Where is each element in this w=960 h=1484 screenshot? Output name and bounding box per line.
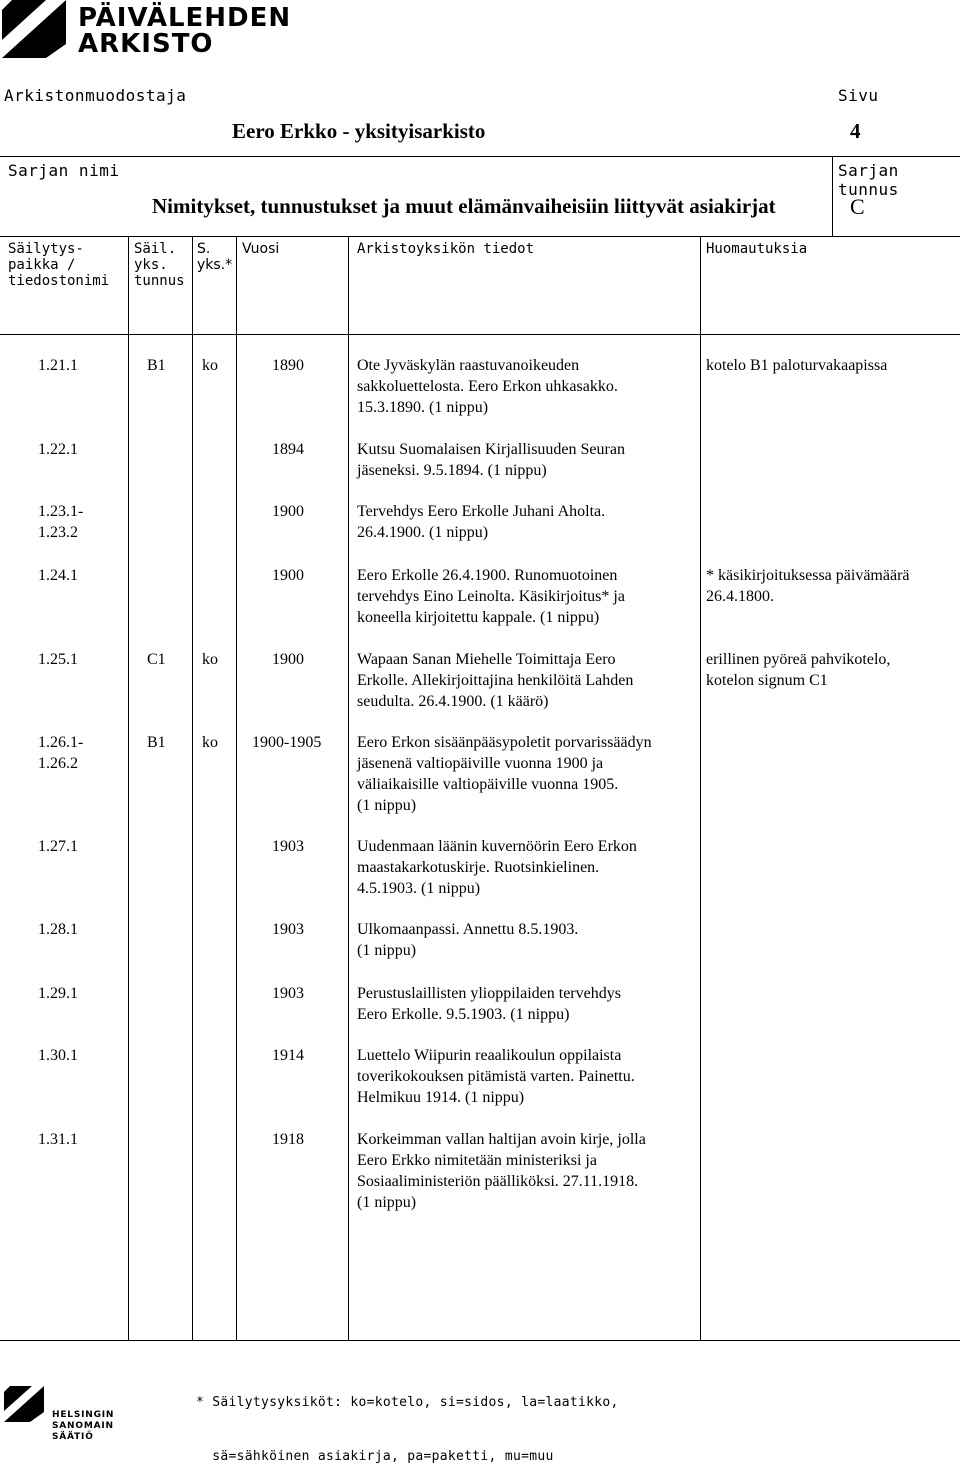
foundation-name-line-3: SÄÄTIÖ bbox=[52, 1432, 94, 1442]
cell-location: 1.28.1 bbox=[38, 921, 78, 938]
cell-remarks: erillinen pyöreä pahvikotelo, kotelon signum C1 bbox=[706, 651, 891, 689]
cell-unit-id: B1 bbox=[147, 734, 166, 751]
cell-location: 1.29.1 bbox=[38, 985, 78, 1002]
cell-unit-type: ko bbox=[202, 357, 218, 374]
footnote bbox=[196, 1358, 619, 1484]
col-divider-4 bbox=[348, 236, 349, 334]
cell-unit-id: B1 bbox=[147, 357, 166, 374]
cell-remarks: kotelo B1 paloturvakaapissa bbox=[706, 357, 888, 374]
col-divider-1 bbox=[128, 236, 129, 334]
cell-location: 1.21.1 bbox=[38, 357, 78, 374]
foundation-name-line-1: HELSINGIN bbox=[52, 1410, 115, 1420]
cell-year: 1903 bbox=[272, 838, 304, 855]
logo-line-1: PÄIVÄLEHDEN bbox=[78, 3, 292, 33]
cell-year: 1900-1905 bbox=[252, 734, 322, 751]
logo-line-2: ARKISTO bbox=[78, 29, 214, 59]
cell-details: Ulkomaanpassi. Annettu 8.5.1903. (1 nippu) bbox=[357, 921, 579, 959]
body-divider-2 bbox=[192, 334, 193, 1340]
col-divider-3 bbox=[236, 236, 237, 334]
col-header-remarks: Huomautuksia bbox=[706, 241, 808, 257]
series-divider bbox=[832, 156, 833, 236]
cell-details: Luettelo Wiipurin reaalikoulun oppilaista toverikokouksen pitämistä varten. Painettu. Helmikuu 1914. (1 nippu) bbox=[357, 1047, 635, 1106]
body-divider-3 bbox=[236, 334, 237, 1340]
cell-year: 1894 bbox=[272, 441, 304, 458]
cell-year: 1914 bbox=[272, 1047, 304, 1064]
archive-logo bbox=[0, 0, 292, 60]
page-label: Sivu bbox=[838, 86, 879, 105]
cell-year: 1900 bbox=[272, 567, 304, 584]
col-header-year: Vuosi bbox=[242, 241, 280, 257]
cell-remarks: * käsikirjoituksessa päivämäärä 26.4.1800. bbox=[706, 567, 910, 605]
cell-year: 1900 bbox=[272, 651, 304, 668]
footnote-line-1: * Säilytysyksiköt: ko=kotelo, si=sidos, la=laatikko, bbox=[196, 1395, 619, 1410]
cell-year: 1900 bbox=[272, 503, 304, 520]
foundation-name-line-2: SANOMAIN bbox=[52, 1421, 114, 1431]
col-header-details: Arkistoyksikön tiedot bbox=[357, 241, 535, 257]
archive-title: Eero Erkko - yksityisarkisto bbox=[232, 119, 486, 143]
cell-location: 1.24.1 bbox=[38, 567, 78, 584]
cell-location: 1.27.1 bbox=[38, 838, 78, 855]
cell-year: 1903 bbox=[272, 921, 304, 938]
cell-location: 1.25.1 bbox=[38, 651, 78, 668]
header-rule-middle bbox=[0, 236, 960, 237]
header-rule-bottom bbox=[0, 334, 960, 335]
cell-details: Eero Erkon sisäänpääsypoletit porvarissäädyn jäsenenä valtiopäiville vuonna 1900 ja väliaikaisille valtiopäiville vuonna 1905. (1 nippu) bbox=[357, 734, 652, 814]
cell-unit-id: C1 bbox=[147, 651, 166, 668]
archive-logo-mark-icon bbox=[2, 0, 66, 58]
cell-location: 1.30.1 bbox=[38, 1047, 78, 1064]
series-id-label: Sarjan tunnus bbox=[838, 161, 899, 199]
cell-details: Perustuslaillisten ylioppilaiden tervehdys Eero Erkolle. 9.5.1903. (1 nippu) bbox=[357, 985, 621, 1023]
cell-location: 1.26.1- 1.26.2 bbox=[38, 734, 84, 772]
cell-year: 1918 bbox=[272, 1131, 304, 1148]
col-divider-2 bbox=[192, 236, 193, 334]
series-title: Nimitykset, tunnustukset ja muut elämänvaiheisiin liittyvät asiakirjat bbox=[152, 194, 776, 218]
series-name-label: Sarjan nimi bbox=[8, 161, 120, 180]
cell-location: 1.23.1- 1.23.2 bbox=[38, 503, 84, 541]
cell-unit-type: ko bbox=[202, 734, 218, 751]
cell-details: Uudenmaan läänin kuvernöörin Eero Erkon maastakarkotuskirje. Ruotsinkielinen. 4.5.1903. (1 nippu) bbox=[357, 838, 637, 897]
series-id: C bbox=[850, 194, 865, 219]
cell-details: Wapaan Sanan Miehelle Toimittaja Eero Erkolle. Allekirjoittajina henkilöitä Lahden seudulta. 26.4.1900. (1 käärö) bbox=[357, 651, 634, 710]
foundation-logo bbox=[4, 1378, 154, 1442]
header-rule-top bbox=[0, 156, 960, 157]
cell-details: Tervehdys Eero Erkolle Juhani Aholta. 26.4.1900. (1 nippu) bbox=[357, 503, 606, 541]
body-divider-5 bbox=[700, 334, 701, 1340]
page-number: 4 bbox=[850, 119, 861, 143]
body-divider-1 bbox=[128, 334, 129, 1340]
cell-details: Ote Jyväskylän raastuvanoikeuden sakkoluettelosta. Eero Erkon uhkasakko. 15.3.1890. (1 nippu) bbox=[357, 357, 618, 416]
col-header-location: Säilytys- paikka / tiedostonimi bbox=[8, 241, 110, 289]
foundation-logo-mark-icon bbox=[4, 1386, 44, 1422]
col-header-unit-type: S. yks.* bbox=[197, 241, 233, 273]
producer-label: Arkistonmuodostaja bbox=[4, 86, 187, 105]
footnote-line-2: sä=sähköinen asiakirja, pa=paketti, mu=muu bbox=[196, 1449, 554, 1464]
cell-details: Korkeimman vallan haltijan avoin kirje, jolla Eero Erkko nimitetään ministeriksi ja Sosiaaliministeriön päälliköksi. 27.11.1918. (1 nippu) bbox=[357, 1131, 646, 1211]
cell-unit-type: ko bbox=[202, 651, 218, 668]
col-header-unit-id: Säil. yks. tunnus bbox=[134, 241, 185, 289]
cell-location: 1.22.1 bbox=[38, 441, 78, 458]
body-divider-4 bbox=[348, 334, 349, 1340]
footer-rule bbox=[0, 1340, 960, 1341]
cell-year: 1903 bbox=[272, 985, 304, 1002]
col-divider-5 bbox=[700, 236, 701, 334]
cell-year: 1890 bbox=[272, 357, 304, 374]
cell-details: Eero Erkolle 26.4.1900. Runomuotoinen tervehdys Eino Leinolta. Käsikirjoitus* ja koneella kirjoitettu kappale. (1 nippu) bbox=[357, 567, 625, 626]
cell-location: 1.31.1 bbox=[38, 1131, 78, 1148]
cell-details: Kutsu Suomalaisen Kirjallisuuden Seuran jäseneksi. 9.5.1894. (1 nippu) bbox=[357, 441, 625, 479]
